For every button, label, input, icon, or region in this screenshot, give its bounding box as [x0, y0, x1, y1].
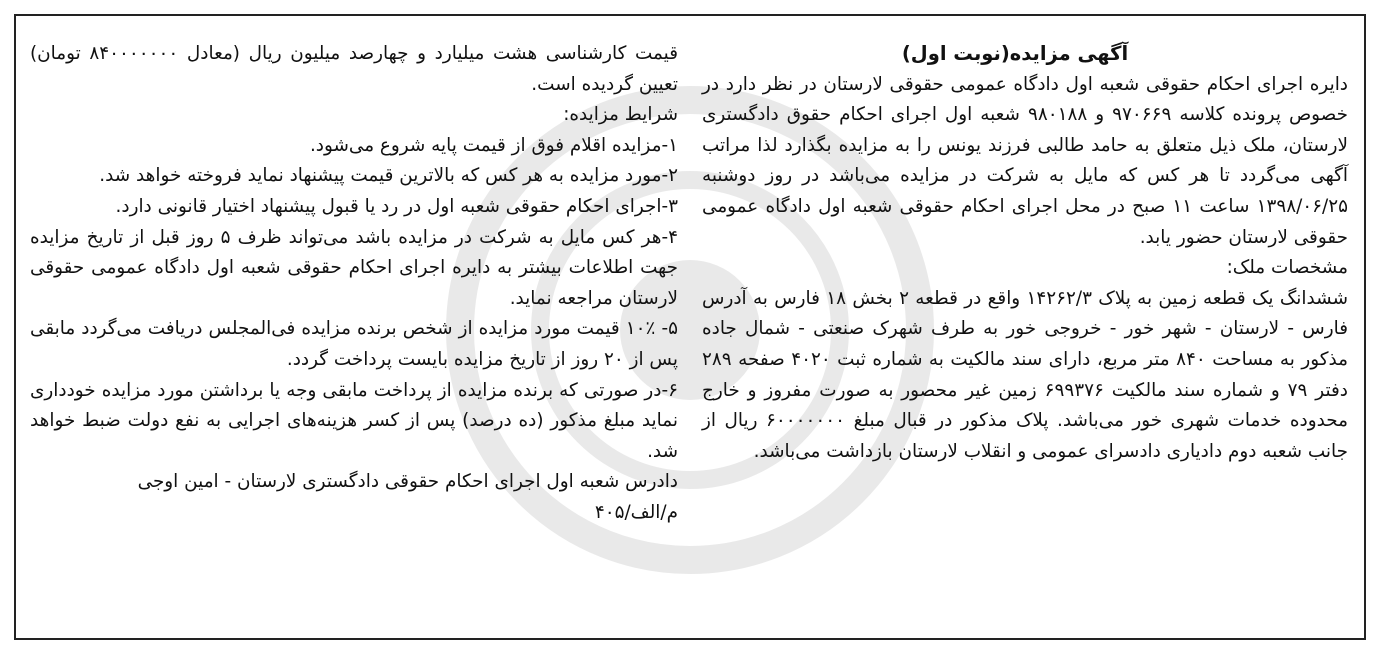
condition-item-6: ۶-در صورتی که برنده مزایده از پرداخت مابقی وجه یا برداشتن مورد مزایده خودداری نماید مبلغ مذکور (ده درصد) پس از کسر هزینه‌های اجرایی به نفع دولت ضبط خواهد شد.	[30, 379, 678, 462]
condition-item-5: ۵- ۱۰٪ قیمت مورد مزایده از شخص برنده مزایده فی‌المجلس دریافت می‌گردد مابقی پس از ۲۰ روز از تاریخ مزایده بایست پرداخت گردد.	[30, 318, 678, 370]
notice-frame	[14, 14, 1366, 640]
notice-right-column	[690, 16, 1364, 638]
condition-item-2: ۲-مورد مزایده به هر کس که بالاترین قیمت پیشنهاد نماید فروخته خواهد شد.	[99, 165, 678, 187]
notice-intro: دایره اجرای احکام حقوقی شعبه اول دادگاه عمومی حقوقی لارستان در نظر دارد در خصوص پرونده کلاسه ۹۷۰۶۶۹ و ۹۸۰۱۸۸ شعبه اول اجرای احکام حقوق دادگستری لارستان، ملک ذیل متعلق به حامد طالبی فرزند یونس را به مزایده بگذارد لذا مراتب آگهی می‌گردد تا هر کس که مایل به شرکت در مزایده می‌باشد در روز دوشنبه ۱۳۹۸/۰۶/۲۵ ساعت ۱۱ صبح در محل اجرای احکام حقوقی شعبه اول دادگاه عمومی حقوقی لارستان حضور یابد.	[702, 73, 1348, 248]
notice-title: آگهی مزایده(نوبت اول)	[901, 42, 1129, 65]
notice-left-column	[16, 16, 690, 638]
condition-item-4: ۴-هر کس مایل به شرکت در مزایده باشد می‌تواند ظرف ۵ روز قبل از تاریخ مزایده جهت اطلاعات بیشتر به دایره اجرای احکام حقوقی شعبه اول دادگاه عمومی حقوقی لارستان مراجعه نماید.	[30, 226, 678, 309]
reference-number: م/الف/۴۰۵	[594, 501, 678, 523]
signature: دادرس شعبه اول اجرای احکام حقوقی دادگستری لارستان - امین اوجی	[137, 471, 678, 493]
appraisal-price: قیمت کارشناسی هشت میلیارد و چهارصد میلیون ریال (معادل ۸۴۰۰۰۰۰۰۰ تومان) تعیین گردیده است.	[30, 43, 678, 95]
conditions-heading: شرایط مزایده:	[563, 104, 678, 126]
condition-item-1: ۱-مزایده اقلام فوق از قیمت پایه شروع می‌شود.	[309, 134, 678, 156]
property-specs-heading: مشخصات ملک:	[1226, 257, 1348, 279]
condition-item-3: ۳-اجرای احکام حقوقی شعبه اول در رد یا قبول پیشنهاد اختیار قانونی دارد.	[115, 195, 678, 217]
property-specs-text: ششدانگ یک قطعه زمین به پلاک ۱۴۲۶۲/۳ واقع در قطعه ۲ بخش ۱۸ فارس به آدرس فارس - لارستان - شهر خور - خروجی خور به طرف شهرک صنعتی - شمال جاده مذکور به مساحت ۸۴۰ متر مربع، دارای سند مالکیت به شماره ثبت ۴۰۲۰ صفحه ۲۸۹ دفتر ۷۹ و شماره سند مالکیت ۶۹۹۳۷۶ زمین غیر محصور به صورت مفروز و خارج محدوده خدمات شهری خور می‌باشد. پلاک مذکور در قبال مبلغ ۶۰۰۰۰۰۰۰ ریال از جانب شعبه دوم دادیاری دادسرای عمومی و انقلاب لارستان بازداشت می‌باشد.	[702, 287, 1348, 462]
